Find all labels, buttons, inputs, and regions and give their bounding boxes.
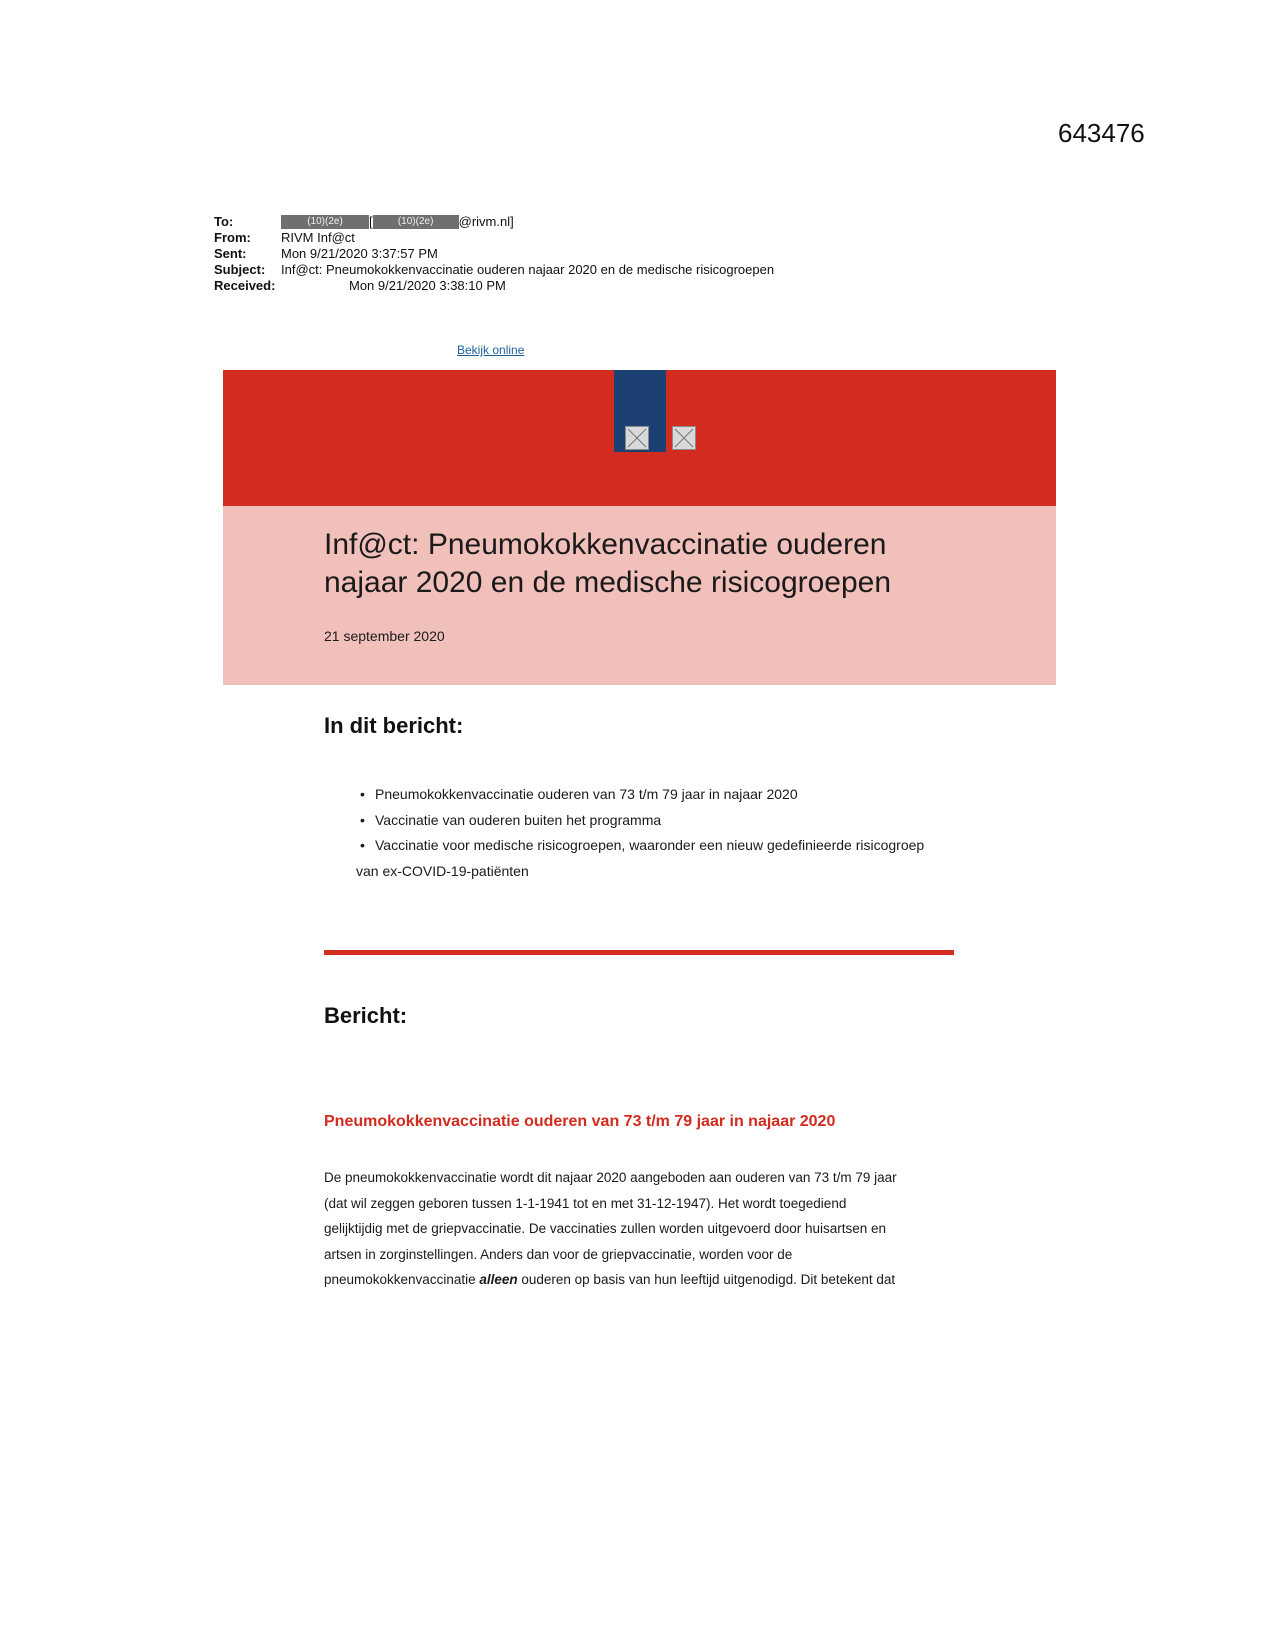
- bullet-icon: •: [360, 786, 365, 802]
- received-row: [214, 278, 774, 294]
- title-line: najaar 2020 en de medische risicogroepen: [324, 566, 892, 599]
- from-row: [214, 230, 774, 246]
- body-line: gelijktijdig met de griepvaccinatie. De vaccinaties zullen worden uitgevoerd door huisartsen en: [324, 1221, 887, 1236]
- from-label: From:: [214, 230, 251, 245]
- redaction-box: (10)(2e): [281, 215, 369, 229]
- body-line: artsen in zorginstellingen. Anders dan voor de griepvaccinatie, worden voor de: [324, 1246, 793, 1262]
- sent-label: Sent:: [214, 246, 247, 261]
- toc-item[interactable]: • Vaccinatie van ouderen buiten het programma: [356, 808, 956, 834]
- sent-value: Mon 9/21/2020 3:37:57 PM: [281, 246, 438, 261]
- section-divider: [324, 950, 954, 955]
- bullet-icon: •: [360, 811, 365, 828]
- toc-item[interactable]: • Vaccinatie voor medische risicogroepen, waaronder een nieuw gedefinieerde risicogroep van ex-COVID-19-patiënten: [356, 833, 956, 884]
- message-heading: Bericht:: [324, 1003, 408, 1028]
- newsletter-title: [324, 526, 964, 602]
- article-title: Pneumokokkenvaccinatie ouderen van 73 t/m 79 jaar in najaar 2020: [324, 1113, 836, 1130]
- toc-item[interactable]: • Pneumokokkenvaccinatie ouderen van 73 t/m 79 jaar in najaar 2020: [356, 782, 956, 808]
- header-banner: [223, 370, 1056, 506]
- broken-image-icon: [672, 426, 696, 450]
- to-row: [214, 214, 774, 230]
- document-number: 643476: [1058, 118, 1145, 148]
- hero-section: [223, 506, 1056, 685]
- email-headers: [214, 214, 774, 294]
- body-line: De pneumokokkenvaccinatie wordt dit najaar 2020 aangeboden aan ouderen van 73 t/m 79 jaar: [324, 1170, 897, 1185]
- received-value: Mon 9/21/2020 3:38:10 PM: [349, 278, 506, 293]
- sent-row: [214, 246, 774, 262]
- subject-row: [214, 262, 774, 278]
- toc-heading: In dit bericht:: [324, 713, 464, 738]
- subject-label: Subject:: [214, 262, 266, 277]
- body-line: pneumokokkenvaccinatie alleen ouderen op basis van hun leeftijd uitgenodigd. Dit betekent dat: [324, 1272, 896, 1287]
- view-online-link[interactable]: Bekijk online: [457, 343, 525, 357]
- to-suffix: @rivm.nl]: [458, 214, 514, 229]
- title-line: Inf@ct: Pneumokokkenvaccinatie ouderen: [324, 528, 887, 561]
- bullet-icon: •: [360, 837, 365, 853]
- to-label: To:: [214, 214, 234, 229]
- subject-value: Inf@ct: Pneumokokkenvaccinatie ouderen najaar 2020 en de medische risicogroepen: [281, 262, 775, 277]
- newsletter-date: 21 september 2020: [324, 628, 445, 644]
- body-line: (dat wil zeggen geboren tussen 1-1-1941 tot en met 31-12-1947). Het wordt toegediend: [324, 1195, 847, 1211]
- from-value: RIVM Inf@ct: [281, 230, 355, 245]
- redaction-box: (10)(2e): [373, 215, 459, 229]
- to-bracket: [: [369, 214, 373, 229]
- received-label: Received:: [214, 278, 276, 293]
- toc-list: [356, 782, 956, 884]
- broken-image-icon: [625, 426, 649, 450]
- emphasis-text: alleen: [479, 1272, 518, 1287]
- article-body: [324, 1165, 960, 1293]
